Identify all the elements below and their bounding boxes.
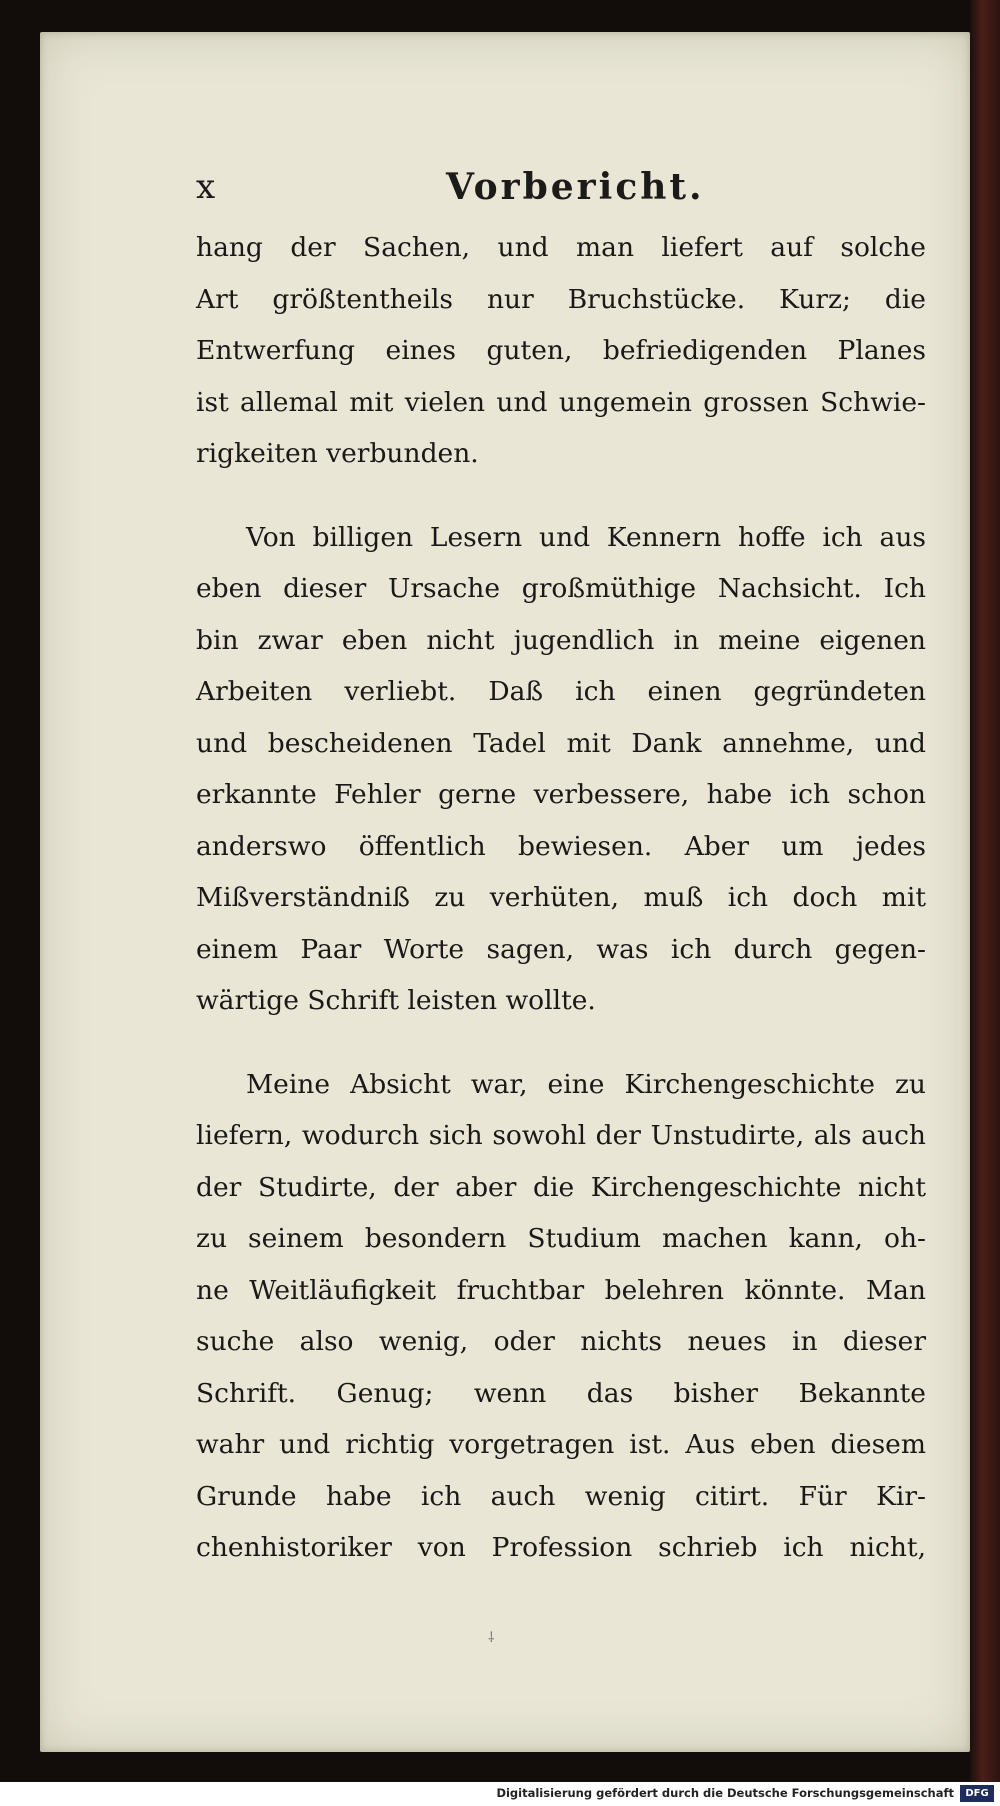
- digitization-credit: Digitalisierung gefördert durch die Deutsche Forschungsgemeinschaft: [496, 1786, 954, 1800]
- text-line: anderswo öffentlich bewiesen. Aber um jedes: [196, 830, 926, 862]
- text-line: ist allemal mit vielen und ungemein grossen Schwie-: [196, 386, 926, 418]
- body-text: [196, 222, 926, 1574]
- text-line: und bescheidenen Tadel mit Dank annehme, und: [196, 727, 926, 759]
- text-line: chenhistoriker von Profession schrieb ich nicht,: [196, 1532, 926, 1563]
- text-line: wahr und richtig vorgetragen ist. Aus eben diesem: [196, 1429, 926, 1460]
- paragraph-gap: [196, 1027, 926, 1059]
- paragraph-gap: [196, 480, 926, 512]
- text-line: liefern, wodurch sich sowohl der Unstudirte, als auch: [196, 1120, 926, 1151]
- page-number: x: [196, 167, 216, 207]
- text-line: hang der Sachen, und man liefert auf solche: [196, 232, 926, 263]
- text-line: Von billigen Lesern und Kennern hoffe ich aus: [246, 521, 926, 553]
- text-line: eben dieser Ursache großmüthige Nachsicht. Ich: [196, 573, 926, 604]
- dfg-logo-icon: DFG: [960, 1785, 994, 1802]
- text-line: Arbeiten verliebt. Daß ich einen gegründeten: [196, 676, 926, 707]
- printer-mark-icon: ⸸: [488, 1630, 495, 1646]
- text-line: suche also wenig, oder nichts neues in dieser: [196, 1326, 926, 1357]
- text-line: Schrift. Genug; wenn das bisher Bekannte: [196, 1377, 926, 1409]
- text-line: Meine Absicht war, eine Kirchengeschichte zu: [246, 1068, 926, 1100]
- footer-bar: [0, 1782, 1000, 1806]
- text-line: Entwerfung eines guten, befriedigenden Planes: [196, 335, 926, 366]
- text-line: der Studirte, der aber die Kirchengeschichte nicht: [196, 1171, 926, 1203]
- text-line: einem Paar Worte sagen, was ich durch gegen-: [196, 933, 926, 965]
- text-line: Grunde habe ich auch wenig citirt. Für Kir-: [196, 1480, 926, 1512]
- running-title: Vorbericht.: [446, 166, 705, 208]
- text-line: Art größtentheils nur Bruchstücke. Kurz; die: [196, 283, 926, 315]
- text-line: rigkeiten verbunden.: [196, 438, 479, 469]
- text-line: erkannte Fehler gerne verbessere, habe ich schon: [196, 779, 926, 810]
- text-line: ne Weitläufigkeit fruchtbar belehren könnte. Man: [196, 1274, 926, 1306]
- text-line: wärtige Schrift leisten wollte.: [196, 985, 596, 1016]
- text-line: bin zwar eben nicht jugendlich in meine eigenen: [196, 624, 926, 656]
- book-spine-edge: [970, 0, 1000, 1806]
- text-line: zu seinem besondern Studium machen kann, oh-: [196, 1223, 926, 1254]
- text-line: Mißverständniß zu verhüten, muß ich doch mit: [196, 882, 926, 913]
- page-header: [196, 162, 936, 212]
